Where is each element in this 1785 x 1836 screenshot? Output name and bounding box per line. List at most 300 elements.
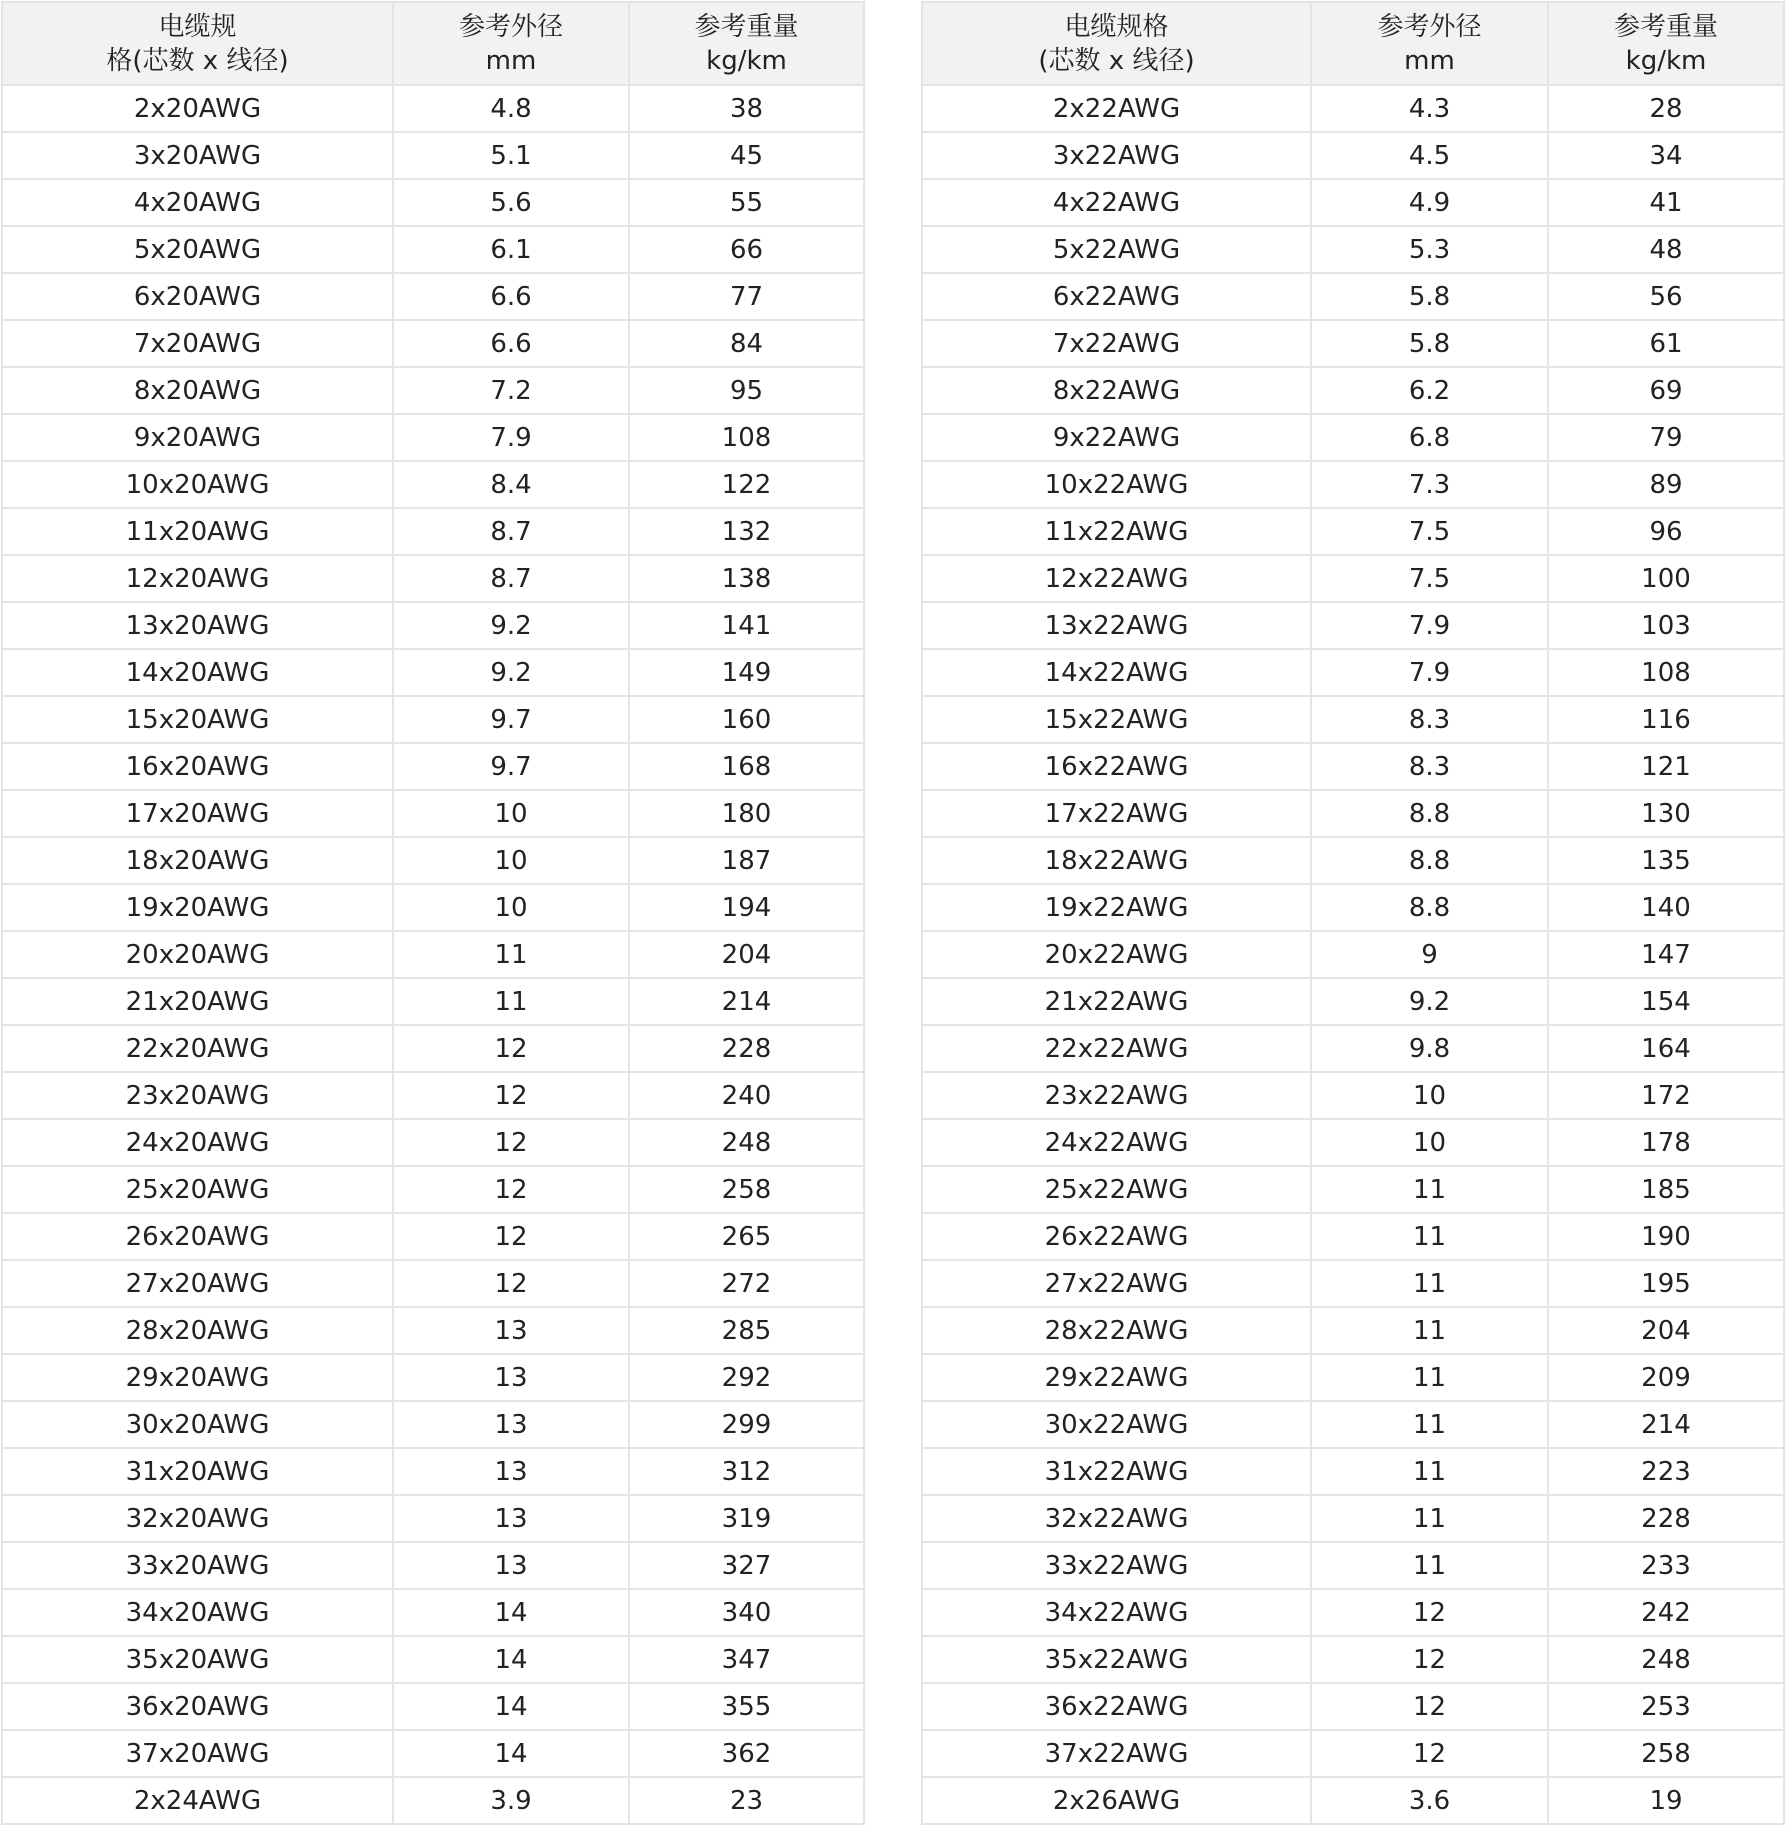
- table-row: [2, 414, 864, 461]
- weight-cell: 61: [1548, 320, 1784, 367]
- header-line-2: kg/km: [1625, 45, 1707, 76]
- table-row: [922, 461, 1784, 508]
- header-line-1: 参考外径: [1377, 11, 1482, 42]
- cable-spec-cell: 37x20AWG: [2, 1730, 393, 1777]
- cable-spec-cell: 20x22AWG: [922, 931, 1311, 978]
- weight-cell: 223: [1548, 1448, 1784, 1495]
- outer-diameter-cell: 9: [1311, 931, 1548, 978]
- cable-spec-cell: 5x22AWG: [922, 226, 1311, 273]
- cable-spec-cell: 2x20AWG: [2, 85, 393, 132]
- outer-diameter-cell: 13: [393, 1495, 629, 1542]
- table-row: [2, 320, 864, 367]
- table-row: [922, 1166, 1784, 1213]
- weight-cell: 130: [1548, 790, 1784, 837]
- table-row: [2, 85, 864, 132]
- table-row: [922, 508, 1784, 555]
- outer-diameter-cell: 5.6: [393, 179, 629, 226]
- outer-diameter-cell: 12: [393, 1119, 629, 1166]
- outer-diameter-cell: 14: [393, 1683, 629, 1730]
- table-row: [922, 743, 1784, 790]
- weight-cell: 253: [1548, 1683, 1784, 1730]
- outer-diameter-cell: 8.8: [1311, 884, 1548, 931]
- table-row: [2, 978, 864, 1025]
- table-row: [922, 1683, 1784, 1730]
- table-row: [922, 790, 1784, 837]
- table-row: [2, 1119, 864, 1166]
- outer-diameter-cell: 12: [393, 1260, 629, 1307]
- weight-cell: 140: [1548, 884, 1784, 931]
- outer-diameter-cell: 9.2: [1311, 978, 1548, 1025]
- weight-cell: 38: [629, 85, 864, 132]
- table-row: [2, 132, 864, 179]
- cable-spec-cell: 27x22AWG: [922, 1260, 1311, 1307]
- cable-spec-cell: 14x22AWG: [922, 649, 1311, 696]
- weight-cell: 19: [1548, 1777, 1784, 1824]
- weight-cell: 319: [629, 1495, 864, 1542]
- cable-spec-cell: 32x20AWG: [2, 1495, 393, 1542]
- cable-spec-cell: 30x22AWG: [922, 1401, 1311, 1448]
- table-row: [922, 273, 1784, 320]
- cable-spec-cell: 34x20AWG: [2, 1589, 393, 1636]
- table-row: [2, 1260, 864, 1307]
- outer-diameter-cell: 11: [393, 931, 629, 978]
- weight-cell: 178: [1548, 1119, 1784, 1166]
- cable-spec-cell: 34x22AWG: [922, 1589, 1311, 1636]
- table-row: [922, 1636, 1784, 1683]
- table-row: [2, 179, 864, 226]
- weight-cell: 121: [1548, 743, 1784, 790]
- table-row: [922, 179, 1784, 226]
- cable-spec-cell: 22x22AWG: [922, 1025, 1311, 1072]
- outer-diameter-cell: 7.9: [1311, 602, 1548, 649]
- outer-diameter-cell: 7.9: [1311, 649, 1548, 696]
- header-line-2: (芯数 x 线径): [1038, 45, 1195, 76]
- table-header: [922, 2, 1784, 85]
- weight-cell: 355: [629, 1683, 864, 1730]
- weight-cell: 96: [1548, 508, 1784, 555]
- header-weight: [629, 2, 864, 85]
- outer-diameter-cell: 12: [393, 1166, 629, 1213]
- table-row: [922, 1448, 1784, 1495]
- outer-diameter-cell: 5.8: [1311, 320, 1548, 367]
- header-row: [2, 2, 864, 85]
- outer-diameter-cell: 8.7: [393, 555, 629, 602]
- outer-diameter-cell: 11: [1311, 1307, 1548, 1354]
- table-row: [2, 1025, 864, 1072]
- weight-cell: 327: [629, 1542, 864, 1589]
- outer-diameter-cell: 8.8: [1311, 837, 1548, 884]
- cable-spec-cell: 32x22AWG: [922, 1495, 1311, 1542]
- outer-diameter-cell: 11: [1311, 1448, 1548, 1495]
- weight-cell: 185: [1548, 1166, 1784, 1213]
- weight-cell: 204: [1548, 1307, 1784, 1354]
- table-row: [922, 649, 1784, 696]
- outer-diameter-cell: 11: [1311, 1260, 1548, 1307]
- header-outer-diameter: [1311, 2, 1548, 85]
- outer-diameter-cell: 13: [393, 1307, 629, 1354]
- weight-cell: 362: [629, 1730, 864, 1777]
- outer-diameter-cell: 8.3: [1311, 696, 1548, 743]
- header-line-2: mm: [485, 45, 537, 76]
- weight-cell: 340: [629, 1589, 864, 1636]
- cable-spec-cell: 13x20AWG: [2, 602, 393, 649]
- weight-cell: 272: [629, 1260, 864, 1307]
- cable-spec-cell: 8x22AWG: [922, 367, 1311, 414]
- outer-diameter-cell: 14: [393, 1636, 629, 1683]
- outer-diameter-cell: 6.8: [1311, 414, 1548, 461]
- cable-spec-cell: 3x20AWG: [2, 132, 393, 179]
- weight-cell: 209: [1548, 1354, 1784, 1401]
- weight-cell: 248: [629, 1119, 864, 1166]
- table-row: [922, 837, 1784, 884]
- weight-cell: 34: [1548, 132, 1784, 179]
- cable-spec-cell: 15x22AWG: [922, 696, 1311, 743]
- cable-spec-cell: 10x20AWG: [2, 461, 393, 508]
- cable-spec-cell: 20x20AWG: [2, 931, 393, 978]
- cable-spec-cell: 28x20AWG: [2, 1307, 393, 1354]
- outer-diameter-cell: 10: [393, 790, 629, 837]
- outer-diameter-cell: 12: [393, 1213, 629, 1260]
- outer-diameter-cell: 9.7: [393, 743, 629, 790]
- weight-cell: 141: [629, 602, 864, 649]
- cable-spec-cell: 12x20AWG: [2, 555, 393, 602]
- cable-spec-cell: 25x20AWG: [2, 1166, 393, 1213]
- cable-spec-cell: 29x22AWG: [922, 1354, 1311, 1401]
- table-row: [922, 320, 1784, 367]
- cable-spec-cell: 7x22AWG: [922, 320, 1311, 367]
- weight-cell: 164: [1548, 1025, 1784, 1072]
- outer-diameter-cell: 4.8: [393, 85, 629, 132]
- table-row: [922, 1354, 1784, 1401]
- table-row: [922, 1307, 1784, 1354]
- weight-cell: 138: [629, 555, 864, 602]
- outer-diameter-cell: 11: [1311, 1542, 1548, 1589]
- cable-spec-cell: 5x20AWG: [2, 226, 393, 273]
- cable-spec-cell: 21x22AWG: [922, 978, 1311, 1025]
- outer-diameter-cell: 7.9: [393, 414, 629, 461]
- header-weight: [1548, 2, 1784, 85]
- outer-diameter-cell: 12: [393, 1025, 629, 1072]
- table-row: [922, 1260, 1784, 1307]
- table-row: [2, 1589, 864, 1636]
- outer-diameter-cell: 5.3: [1311, 226, 1548, 273]
- cable-spec-cell: 9x20AWG: [2, 414, 393, 461]
- weight-cell: 248: [1548, 1636, 1784, 1683]
- outer-diameter-cell: 12: [1311, 1589, 1548, 1636]
- weight-cell: 240: [629, 1072, 864, 1119]
- outer-diameter-cell: 10: [393, 837, 629, 884]
- cable-spec-cell: 21x20AWG: [2, 978, 393, 1025]
- table-row: [2, 743, 864, 790]
- weight-cell: 23: [629, 1777, 864, 1824]
- cable-spec-cell: 18x20AWG: [2, 837, 393, 884]
- table-row: [922, 1025, 1784, 1072]
- table-row: [2, 226, 864, 273]
- outer-diameter-cell: 4.3: [1311, 85, 1548, 132]
- outer-diameter-cell: 13: [393, 1354, 629, 1401]
- cable-spec-table-right: [921, 1, 1785, 1825]
- table-row: [2, 931, 864, 978]
- cable-spec-cell: 33x20AWG: [2, 1542, 393, 1589]
- cable-spec-cell: 33x22AWG: [922, 1542, 1311, 1589]
- outer-diameter-cell: 7.5: [1311, 555, 1548, 602]
- outer-diameter-cell: 10: [393, 884, 629, 931]
- cable-spec-cell: 19x22AWG: [922, 884, 1311, 931]
- header-cable-spec: [922, 2, 1311, 85]
- weight-cell: 100: [1548, 555, 1784, 602]
- cable-spec-cell: 24x22AWG: [922, 1119, 1311, 1166]
- weight-cell: 69: [1548, 367, 1784, 414]
- weight-cell: 103: [1548, 602, 1784, 649]
- outer-diameter-cell: 9.8: [1311, 1025, 1548, 1072]
- weight-cell: 265: [629, 1213, 864, 1260]
- weight-cell: 214: [1548, 1401, 1784, 1448]
- outer-diameter-cell: 7.2: [393, 367, 629, 414]
- table-row: [922, 978, 1784, 1025]
- outer-diameter-cell: 13: [393, 1542, 629, 1589]
- cable-spec-cell: 6x22AWG: [922, 273, 1311, 320]
- cable-spec-cell: 23x20AWG: [2, 1072, 393, 1119]
- table-row: [922, 367, 1784, 414]
- cable-spec-cell: 26x22AWG: [922, 1213, 1311, 1260]
- outer-diameter-cell: 3.9: [393, 1777, 629, 1824]
- outer-diameter-cell: 11: [1311, 1401, 1548, 1448]
- table-row: [922, 884, 1784, 931]
- weight-cell: 194: [629, 884, 864, 931]
- table-row: [922, 1495, 1784, 1542]
- weight-cell: 214: [629, 978, 864, 1025]
- table-row: [922, 602, 1784, 649]
- table-row: [2, 1683, 864, 1730]
- weight-cell: 168: [629, 743, 864, 790]
- header-row: [922, 2, 1784, 85]
- weight-cell: 147: [1548, 931, 1784, 978]
- weight-cell: 79: [1548, 414, 1784, 461]
- cable-spec-cell: 7x20AWG: [2, 320, 393, 367]
- cable-spec-cell: 22x20AWG: [2, 1025, 393, 1072]
- table-row: [922, 931, 1784, 978]
- cable-spec-cell: 19x20AWG: [2, 884, 393, 931]
- outer-diameter-cell: 11: [1311, 1166, 1548, 1213]
- outer-diameter-cell: 10: [1311, 1072, 1548, 1119]
- weight-cell: 187: [629, 837, 864, 884]
- weight-cell: 204: [629, 931, 864, 978]
- weight-cell: 28: [1548, 85, 1784, 132]
- cable-spec-cell: 11x20AWG: [2, 508, 393, 555]
- table-row: [922, 1730, 1784, 1777]
- cable-spec-cell: 17x20AWG: [2, 790, 393, 837]
- cable-spec-cell: 24x20AWG: [2, 1119, 393, 1166]
- table-row: [2, 273, 864, 320]
- cable-spec-cell: 14x20AWG: [2, 649, 393, 696]
- weight-cell: 233: [1548, 1542, 1784, 1589]
- outer-diameter-cell: 7.5: [1311, 508, 1548, 555]
- table-row: [2, 1542, 864, 1589]
- table-row: [2, 1448, 864, 1495]
- table-row: [2, 1213, 864, 1260]
- weight-cell: 135: [1548, 837, 1784, 884]
- weight-cell: 160: [629, 696, 864, 743]
- cable-spec-cell: 11x22AWG: [922, 508, 1311, 555]
- cable-spec-cell: 35x20AWG: [2, 1636, 393, 1683]
- cable-spec-cell: 13x22AWG: [922, 602, 1311, 649]
- table-row: [922, 1213, 1784, 1260]
- header-line-1: 参考重量: [694, 11, 799, 42]
- cable-spec-cell: 31x22AWG: [922, 1448, 1311, 1495]
- outer-diameter-cell: 12: [393, 1072, 629, 1119]
- cable-spec-cell: 36x20AWG: [2, 1683, 393, 1730]
- table-row: [2, 696, 864, 743]
- weight-cell: 154: [1548, 978, 1784, 1025]
- outer-diameter-cell: 3.6: [1311, 1777, 1548, 1824]
- cable-spec-cell: 3x22AWG: [922, 132, 1311, 179]
- cable-spec-cell: 10x22AWG: [922, 461, 1311, 508]
- table-row: [2, 602, 864, 649]
- outer-diameter-cell: 10: [1311, 1119, 1548, 1166]
- cable-spec-cell: 6x20AWG: [2, 273, 393, 320]
- table-row: [922, 1401, 1784, 1448]
- table-row: [922, 414, 1784, 461]
- table-body: [2, 85, 864, 1824]
- header-line-2: kg/km: [706, 45, 787, 76]
- weight-cell: 172: [1548, 1072, 1784, 1119]
- header-line-1: 电缆规格: [1064, 11, 1169, 42]
- table-body: [922, 85, 1784, 1824]
- outer-diameter-cell: 8.3: [1311, 743, 1548, 790]
- weight-cell: 149: [629, 649, 864, 696]
- cable-spec-cell: 25x22AWG: [922, 1166, 1311, 1213]
- table-row: [922, 1777, 1784, 1824]
- cable-spec-table-left: [1, 1, 865, 1825]
- header-line-2: 格(芯数 x 线径): [106, 45, 289, 76]
- outer-diameter-cell: 8.4: [393, 461, 629, 508]
- outer-diameter-cell: 11: [1311, 1495, 1548, 1542]
- outer-diameter-cell: 9.2: [393, 602, 629, 649]
- outer-diameter-cell: 13: [393, 1401, 629, 1448]
- weight-cell: 84: [629, 320, 864, 367]
- cable-spec-cell: 26x20AWG: [2, 1213, 393, 1260]
- outer-diameter-cell: 5.1: [393, 132, 629, 179]
- cable-spec-cell: 27x20AWG: [2, 1260, 393, 1307]
- outer-diameter-cell: 6.1: [393, 226, 629, 273]
- outer-diameter-cell: 4.5: [1311, 132, 1548, 179]
- weight-cell: 89: [1548, 461, 1784, 508]
- table-row: [2, 884, 864, 931]
- table-row: [2, 1636, 864, 1683]
- weight-cell: 132: [629, 508, 864, 555]
- table-row: [2, 1307, 864, 1354]
- table-row: [2, 1354, 864, 1401]
- outer-diameter-cell: 6.6: [393, 320, 629, 367]
- outer-diameter-cell: 5.8: [1311, 273, 1548, 320]
- weight-cell: 258: [1548, 1730, 1784, 1777]
- outer-diameter-cell: 13: [393, 1448, 629, 1495]
- cable-spec-cell: 31x20AWG: [2, 1448, 393, 1495]
- cable-spec-cell: 15x20AWG: [2, 696, 393, 743]
- weight-cell: 66: [629, 226, 864, 273]
- table-row: [2, 790, 864, 837]
- weight-cell: 292: [629, 1354, 864, 1401]
- cable-spec-cell: 9x22AWG: [922, 414, 1311, 461]
- outer-diameter-cell: 4.9: [1311, 179, 1548, 226]
- outer-diameter-cell: 6.2: [1311, 367, 1548, 414]
- weight-cell: 55: [629, 179, 864, 226]
- table-row: [2, 837, 864, 884]
- weight-cell: 228: [1548, 1495, 1784, 1542]
- weight-cell: 48: [1548, 226, 1784, 273]
- cable-spec-cell: 36x22AWG: [922, 1683, 1311, 1730]
- cable-spec-cell: 8x20AWG: [2, 367, 393, 414]
- weight-cell: 242: [1548, 1589, 1784, 1636]
- outer-diameter-cell: 9.2: [393, 649, 629, 696]
- weight-cell: 312: [629, 1448, 864, 1495]
- table-row: [2, 367, 864, 414]
- table-row: [2, 1401, 864, 1448]
- weight-cell: 45: [629, 132, 864, 179]
- cable-spec-cell: 30x20AWG: [2, 1401, 393, 1448]
- header-line-1: 电缆规: [158, 11, 237, 42]
- outer-diameter-cell: 6.6: [393, 273, 629, 320]
- table-row: [922, 696, 1784, 743]
- cable-spec-cell: 23x22AWG: [922, 1072, 1311, 1119]
- cable-spec-cell: 12x22AWG: [922, 555, 1311, 602]
- header-line-2: mm: [1404, 45, 1455, 76]
- cable-spec-cell: 37x22AWG: [922, 1730, 1311, 1777]
- weight-cell: 116: [1548, 696, 1784, 743]
- cable-spec-cell: 4x20AWG: [2, 179, 393, 226]
- cable-spec-cell: 28x22AWG: [922, 1307, 1311, 1354]
- table-row: [2, 1730, 864, 1777]
- header-line-1: 参考外径: [458, 11, 563, 42]
- weight-cell: 228: [629, 1025, 864, 1072]
- table-row: [2, 1495, 864, 1542]
- outer-diameter-cell: 8.8: [1311, 790, 1548, 837]
- weight-cell: 347: [629, 1636, 864, 1683]
- table-row: [922, 555, 1784, 602]
- outer-diameter-cell: 12: [1311, 1683, 1548, 1730]
- outer-diameter-cell: 12: [1311, 1730, 1548, 1777]
- table-row: [2, 461, 864, 508]
- cable-spec-cell: 16x22AWG: [922, 743, 1311, 790]
- cable-spec-cell: 4x22AWG: [922, 179, 1311, 226]
- table-row: [922, 85, 1784, 132]
- cable-spec-cell: 2x26AWG: [922, 1777, 1311, 1824]
- cable-spec-cell: 18x22AWG: [922, 837, 1311, 884]
- weight-cell: 258: [629, 1166, 864, 1213]
- outer-diameter-cell: 12: [1311, 1636, 1548, 1683]
- outer-diameter-cell: 11: [1311, 1213, 1548, 1260]
- cable-spec-cell: 35x22AWG: [922, 1636, 1311, 1683]
- weight-cell: 285: [629, 1307, 864, 1354]
- table-row: [2, 1072, 864, 1119]
- table-row: [922, 1589, 1784, 1636]
- weight-cell: 122: [629, 461, 864, 508]
- weight-cell: 108: [629, 414, 864, 461]
- weight-cell: 95: [629, 367, 864, 414]
- table-row: [922, 132, 1784, 179]
- cable-spec-cell: 16x20AWG: [2, 743, 393, 790]
- outer-diameter-cell: 14: [393, 1589, 629, 1636]
- header-outer-diameter: [393, 2, 629, 85]
- weight-cell: 195: [1548, 1260, 1784, 1307]
- outer-diameter-cell: 8.7: [393, 508, 629, 555]
- weight-cell: 180: [629, 790, 864, 837]
- weight-cell: 77: [629, 273, 864, 320]
- weight-cell: 41: [1548, 179, 1784, 226]
- outer-diameter-cell: 11: [1311, 1354, 1548, 1401]
- cable-spec-cell: 17x22AWG: [922, 790, 1311, 837]
- table-row: [2, 1166, 864, 1213]
